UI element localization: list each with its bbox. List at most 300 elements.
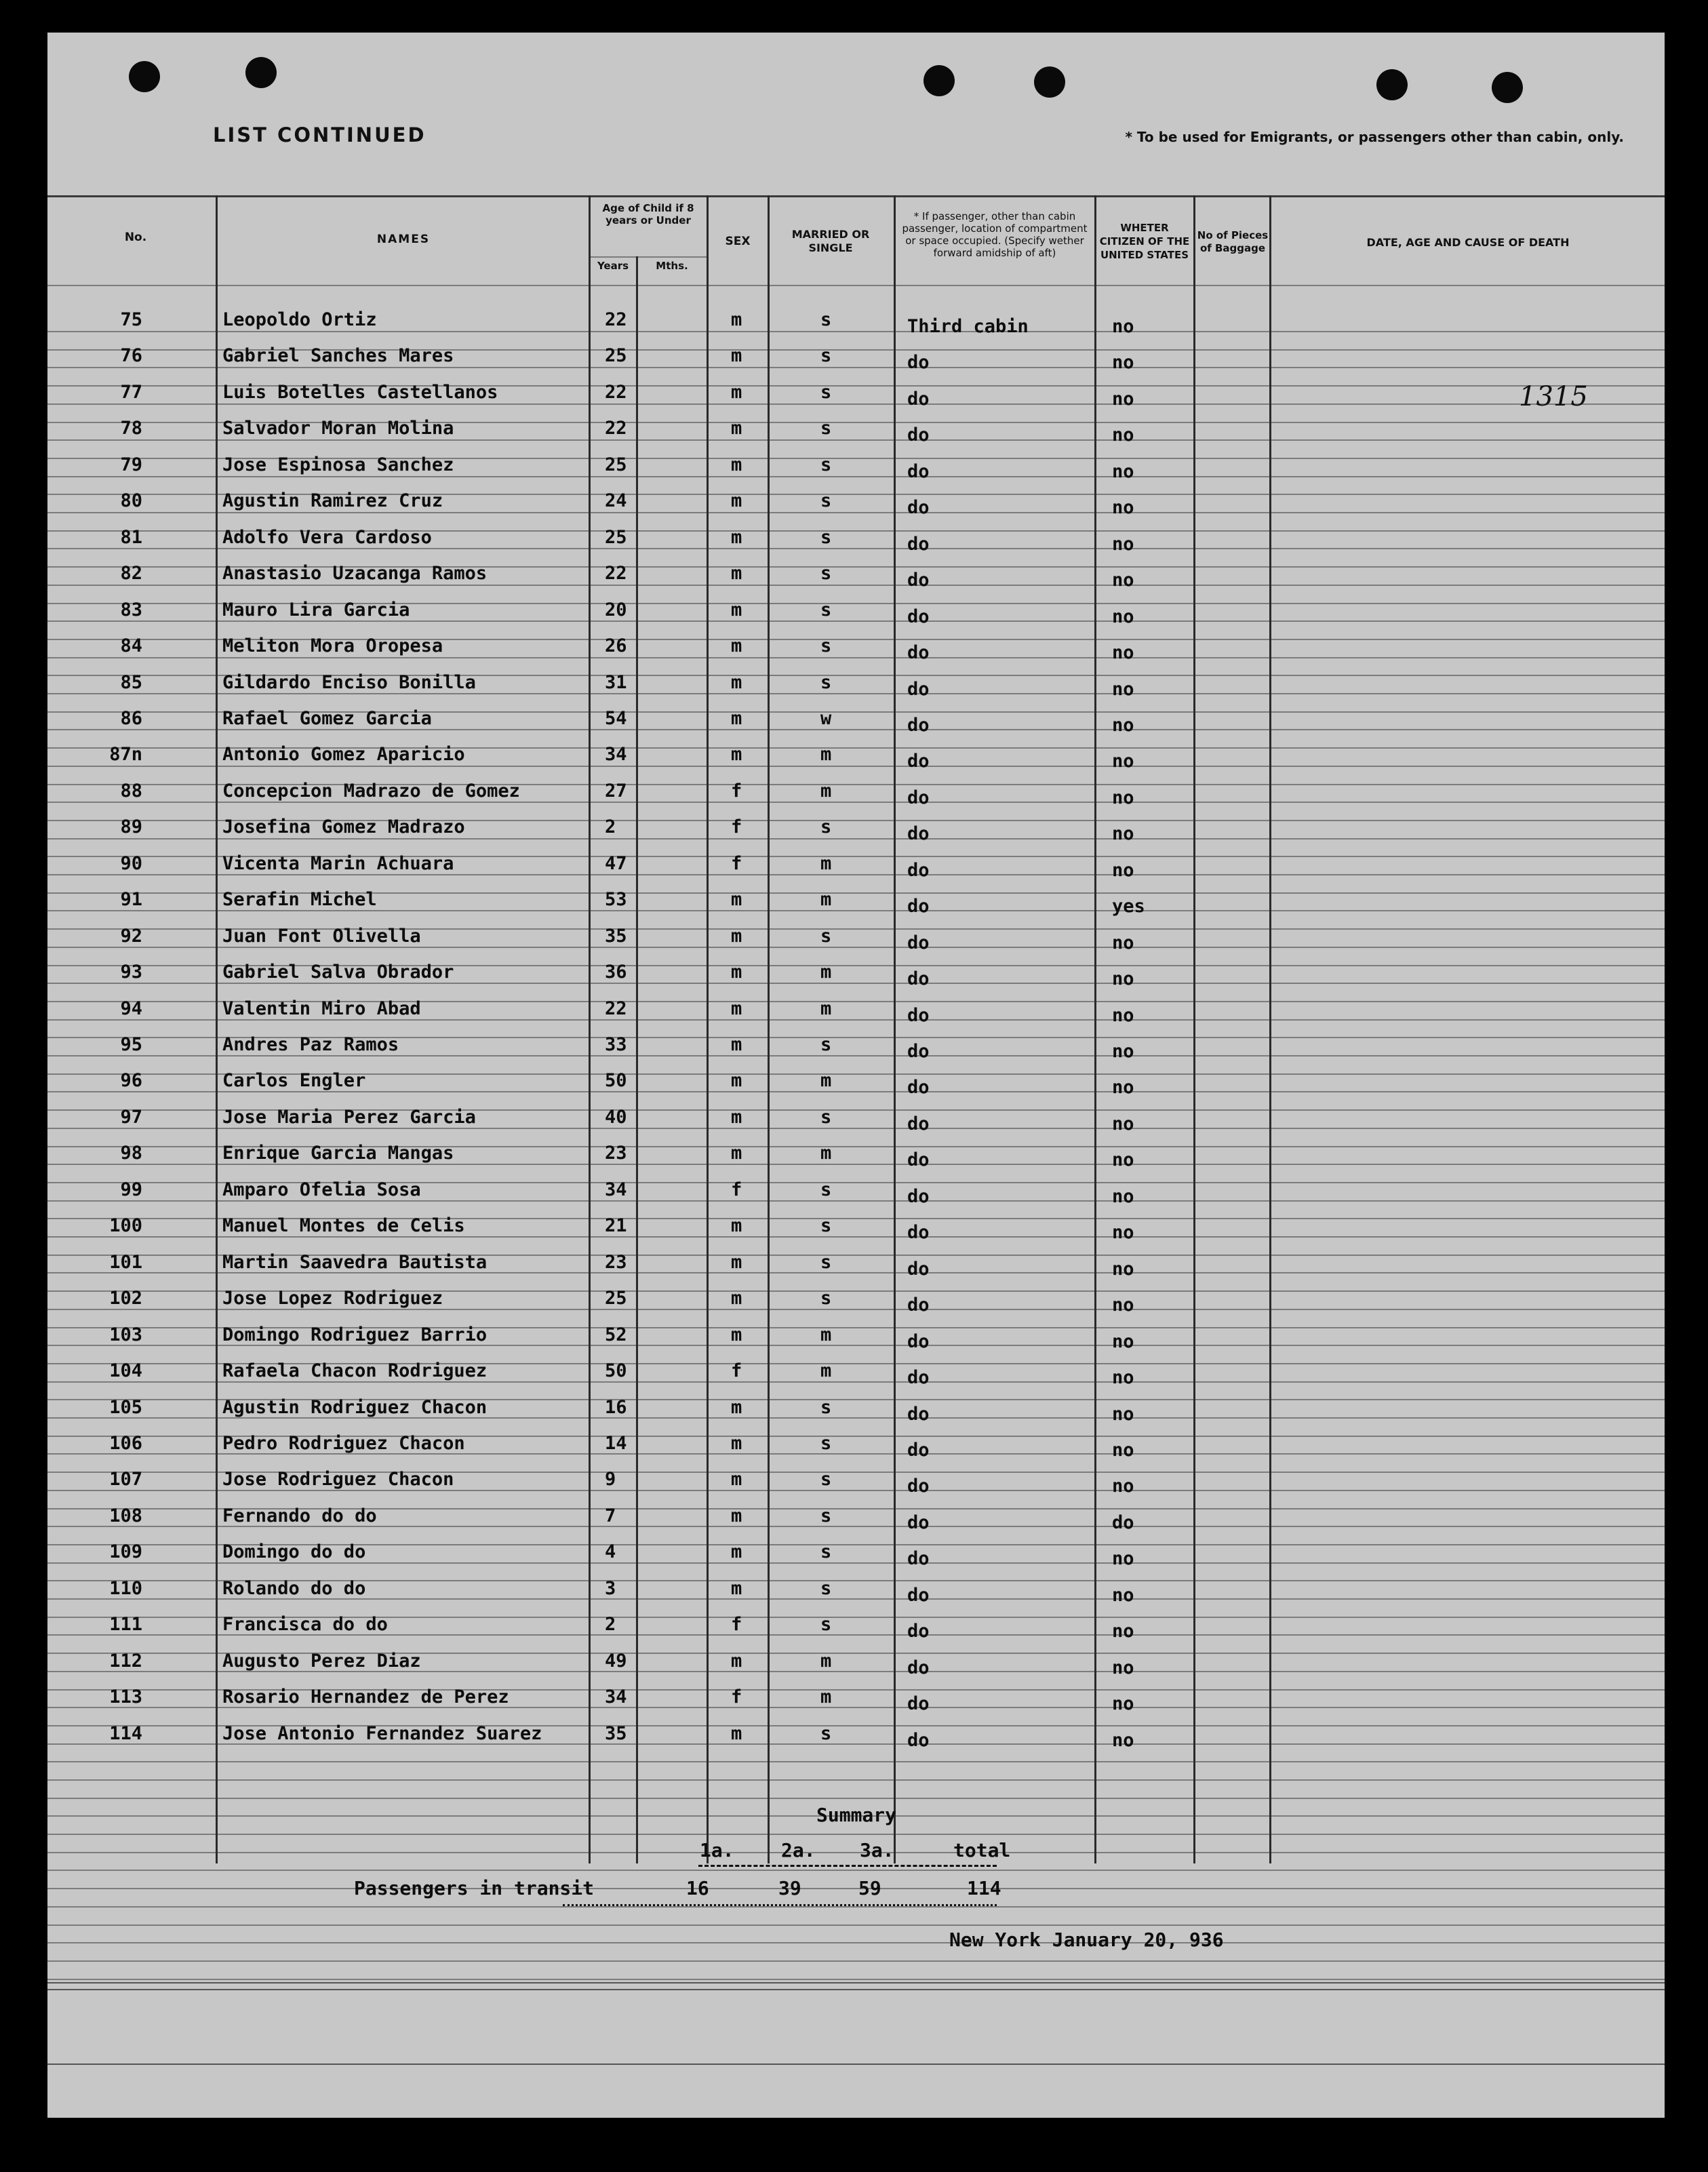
passenger-age: 22: [605, 309, 627, 330]
row-number: 85: [120, 672, 142, 693]
passenger-age: 25: [605, 454, 627, 475]
passenger-name: Rosario Hernandez de Perez: [222, 1686, 509, 1707]
passenger-citizen: no: [1112, 570, 1134, 591]
passenger-age: 7: [605, 1505, 616, 1526]
row-number: 110: [109, 1578, 142, 1599]
passenger-name: Jose Lopez Rodriguez: [222, 1288, 443, 1309]
bottom-rule: [47, 2064, 1665, 2065]
passenger-marital-status: s: [820, 1578, 832, 1599]
bottom-rule: [47, 1989, 1665, 1990]
form-rule: [47, 1091, 1665, 1092]
passenger-sex: m: [731, 1578, 742, 1599]
passenger-name: Gabriel Salva Obrador: [222, 962, 454, 983]
passenger-age: 25: [605, 1288, 627, 1309]
summary-val-3a: 59: [858, 1877, 881, 1899]
passenger-location: do: [907, 1693, 930, 1714]
summary-col-2a: 2a.: [781, 1839, 816, 1861]
passenger-citizen: no: [1112, 860, 1134, 881]
passenger-marital-status: s: [820, 1541, 832, 1562]
passenger-location: do: [907, 606, 930, 627]
summary-col-3a: 3a.: [860, 1839, 894, 1861]
header-married: MARRIED OR SINGLE: [791, 228, 870, 254]
row-number: 102: [109, 1288, 142, 1309]
passenger-name: Carlos Engler: [222, 1070, 366, 1091]
passenger-location: do: [907, 1077, 930, 1098]
summary-label: Passengers in transit: [354, 1877, 595, 1899]
passenger-sex: m: [731, 382, 742, 403]
passenger-citizen: no: [1112, 1041, 1134, 1062]
form-rule: [47, 1979, 1665, 1980]
row-number: 83: [120, 599, 142, 620]
passenger-citizen: no: [1112, 1621, 1134, 1642]
passenger-marital-status: s: [820, 1179, 832, 1200]
passenger-sex: m: [731, 1651, 742, 1672]
passenger-citizen: no: [1112, 1149, 1134, 1170]
header-citizen: WHETER CITIZEN OF THE UNITED STATES: [1099, 222, 1190, 261]
form-rule: [47, 1960, 1665, 1962]
passenger-citizen: no: [1112, 1295, 1134, 1316]
passenger-location: do: [907, 751, 930, 772]
passenger-age: 53: [605, 889, 627, 910]
passenger-age: 54: [605, 708, 627, 729]
passenger-location: do: [907, 1005, 930, 1026]
header-death: DATE, AGE AND CAUSE OF DEATH: [1366, 236, 1570, 249]
header-age: Age of Child if 8 years or Under: [602, 202, 694, 226]
form-rule: [47, 1128, 1665, 1129]
passenger-citizen: no: [1112, 1186, 1134, 1207]
passenger-citizen: no: [1112, 1367, 1134, 1388]
row-number: 103: [109, 1324, 142, 1345]
punch-hole: [923, 65, 955, 96]
passenger-location: do: [907, 424, 930, 446]
form-rule: [47, 947, 1665, 948]
passenger-sex: m: [731, 418, 742, 439]
row-number: 104: [109, 1360, 142, 1381]
passenger-name: Jose Rodriguez Chacon: [222, 1469, 454, 1490]
form-rule: [47, 1164, 1665, 1165]
passenger-marital-status: s: [820, 1469, 832, 1490]
passenger-location: do: [907, 352, 930, 373]
passenger-citizen: no: [1112, 642, 1134, 663]
row-number: 80: [120, 490, 142, 511]
passenger-age: 34: [605, 744, 627, 765]
passenger-name: Adolfo Vera Cardoso: [222, 527, 432, 548]
header-names: NAMES: [376, 233, 431, 246]
passenger-age: 34: [605, 1686, 627, 1707]
passenger-age: 9: [605, 1469, 616, 1490]
passenger-sex: f: [731, 816, 742, 837]
passenger-marital-status: s: [820, 1723, 832, 1744]
row-number: 76: [120, 345, 142, 366]
form-rule: [47, 802, 1665, 803]
passenger-age: 50: [605, 1070, 627, 1091]
passenger-sex: m: [731, 599, 742, 620]
form-rule: [47, 1761, 1665, 1762]
header-age-years: Years: [597, 260, 629, 272]
passenger-age: 23: [605, 1252, 627, 1273]
passenger-citizen: no: [1112, 823, 1134, 844]
header-age-months: Mths.: [656, 260, 688, 272]
passenger-location: do: [907, 1512, 930, 1533]
form-rule: [47, 1870, 1665, 1871]
header-no: No.: [124, 231, 147, 244]
passenger-marital-status: m: [820, 1360, 832, 1381]
passenger-name: Augusto Perez Diaz: [222, 1651, 421, 1672]
passenger-citizen: no: [1112, 1404, 1134, 1425]
row-number: 75: [120, 309, 142, 330]
passenger-name: Serafin Michel: [222, 889, 377, 910]
passenger-sex: m: [731, 889, 742, 910]
form-rule: [47, 1236, 1665, 1238]
passenger-age: 4: [605, 1541, 616, 1562]
passenger-sex: f: [731, 1360, 742, 1381]
passenger-name: Agustin Rodriguez Chacon: [222, 1397, 488, 1418]
form-rule: [47, 367, 1665, 368]
row-number: 101: [109, 1252, 142, 1273]
passenger-name: Manuel Montes de Celis: [222, 1215, 465, 1236]
punch-hole: [1034, 66, 1065, 98]
passenger-location: do: [907, 1222, 930, 1243]
row-number: 105: [109, 1397, 142, 1418]
form-rule: [47, 693, 1665, 694]
passenger-location: do: [907, 823, 930, 844]
form-rule: [47, 729, 1665, 730]
row-number: 90: [120, 853, 142, 874]
form-rule: [47, 1834, 1665, 1835]
passenger-citizen: no: [1112, 1440, 1134, 1461]
passenger-age: 14: [605, 1433, 627, 1454]
passenger-name: Concepcion Madrazo de Gomez: [222, 781, 520, 802]
column-divider: [707, 195, 709, 1863]
passenger-sex: m: [731, 563, 742, 584]
passenger-citizen: no: [1112, 1222, 1134, 1243]
summary-col-1a: 1a.: [700, 1839, 734, 1861]
header-baggage: No of Pieces of Baggage: [1197, 229, 1269, 254]
passenger-sex: m: [731, 1541, 742, 1562]
passenger-marital-status: m: [820, 1324, 832, 1345]
summary-val-1a: 16: [686, 1877, 709, 1899]
form-rule: [47, 1055, 1665, 1057]
passenger-citizen: no: [1112, 1113, 1134, 1134]
row-number: 79: [120, 454, 142, 475]
passenger-location: do: [907, 1548, 930, 1569]
passenger-name: Jose Espinosa Sanchez: [222, 454, 454, 475]
passenger-name: Amparo Ofelia Sosa: [222, 1179, 421, 1200]
passenger-marital-status: s: [820, 563, 832, 584]
form-rule: [47, 766, 1665, 767]
punch-hole: [129, 61, 160, 92]
passenger-marital-status: s: [820, 382, 832, 403]
passenger-age: 24: [605, 490, 627, 511]
row-number: 97: [120, 1107, 142, 1128]
passenger-name: Leopoldo Ortiz: [222, 309, 377, 330]
passenger-age: 36: [605, 962, 627, 983]
passenger-location: do: [907, 968, 930, 989]
row-number: 88: [120, 781, 142, 802]
form-rule: [47, 1798, 1665, 1799]
passenger-marital-status: s: [820, 490, 832, 511]
passenger-age: 22: [605, 998, 627, 1019]
punch-hole: [1492, 72, 1523, 103]
passenger-sex: m: [731, 962, 742, 983]
header-location: * If passenger, other than cabin passenger, location of compartment or space occupied. (Specify wether forward amidship of aft): [902, 210, 1088, 259]
passenger-marital-status: w: [820, 708, 832, 729]
passenger-citizen: no: [1112, 1730, 1134, 1751]
passenger-sex: f: [731, 1179, 742, 1200]
passenger-name: Gildardo Enciso Bonilla: [222, 672, 476, 693]
passenger-citizen: no: [1112, 497, 1134, 518]
passenger-age: 35: [605, 926, 627, 947]
passenger-sex: m: [731, 1070, 742, 1091]
form-rule: [47, 1888, 1665, 1889]
passenger-citizen: no: [1112, 461, 1134, 482]
passenger-location: do: [907, 896, 930, 917]
row-number: 109: [109, 1541, 142, 1562]
form-rule: [47, 874, 1665, 875]
row-number: 98: [120, 1143, 142, 1164]
passenger-age: 40: [605, 1107, 627, 1128]
form-rule: [47, 476, 1665, 477]
passenger-location: do: [907, 1259, 930, 1280]
passenger-citizen: no: [1112, 751, 1134, 772]
passenger-age: 34: [605, 1179, 627, 1200]
passenger-name: Anastasio Uzacanga Ramos: [222, 563, 488, 584]
passenger-location: do: [907, 1331, 930, 1352]
column-divider: [1269, 195, 1271, 1863]
row-number: 91: [120, 889, 142, 910]
passenger-marital-status: s: [820, 635, 832, 656]
passenger-sex: m: [731, 672, 742, 693]
passenger-citizen: no: [1112, 1548, 1134, 1569]
passenger-name: Luis Botelles Castellanos: [222, 382, 498, 403]
passenger-age: 52: [605, 1324, 627, 1345]
passenger-sex: m: [731, 635, 742, 656]
passenger-location: do: [907, 932, 930, 953]
row-number: 78: [120, 418, 142, 439]
form-rule: [47, 331, 1665, 332]
passenger-location: do: [907, 534, 930, 555]
passenger-citizen: no: [1112, 1077, 1134, 1098]
passenger-sex: f: [731, 853, 742, 874]
row-number: 99: [120, 1179, 142, 1200]
form-rule: [47, 1924, 1665, 1926]
form-rule: [47, 512, 1665, 513]
passenger-name: Rafaela Chacon Rodriguez: [222, 1360, 488, 1381]
header-note: * To be used for Emigrants, or passengers other than cabin, only.: [1125, 129, 1624, 145]
passenger-name: Jose Antonio Fernandez Suarez: [222, 1723, 542, 1744]
passenger-age: 16: [605, 1397, 627, 1418]
row-number: 86: [120, 708, 142, 729]
passenger-age: 35: [605, 1723, 627, 1744]
form-rule: [47, 403, 1665, 405]
passenger-sex: m: [731, 1723, 742, 1744]
passenger-sex: f: [731, 1614, 742, 1635]
passenger-age: 26: [605, 635, 627, 656]
passenger-marital-status: s: [820, 1288, 832, 1309]
form-rule: [47, 1942, 1665, 1943]
passenger-citizen: no: [1112, 1693, 1134, 1714]
summary-rule: [563, 1904, 997, 1906]
form-rule: [47, 983, 1665, 984]
passenger-location: do: [907, 1113, 930, 1134]
passenger-location: do: [907, 1149, 930, 1170]
passenger-marital-status: s: [820, 599, 832, 620]
passenger-citizen: no: [1112, 424, 1134, 446]
passenger-sex: m: [731, 1397, 742, 1418]
row-number: 87n: [109, 744, 142, 765]
passenger-location: do: [907, 860, 930, 881]
passenger-marital-status: m: [820, 889, 832, 910]
form-rule: [47, 1852, 1665, 1853]
passenger-marital-status: s: [820, 1433, 832, 1454]
form-rule: [47, 195, 1665, 197]
row-number: 107: [109, 1469, 142, 1490]
handwritten-annotation: 1315: [1519, 381, 1588, 412]
form-rule: [47, 910, 1665, 911]
passenger-marital-status: m: [820, 853, 832, 874]
passenger-sex: m: [731, 1143, 742, 1164]
passenger-location: do: [907, 1041, 930, 1062]
passenger-citizen: no: [1112, 316, 1134, 337]
passenger-location: do: [907, 461, 930, 482]
passenger-marital-status: s: [820, 1034, 832, 1055]
passenger-sex: m: [731, 998, 742, 1019]
passenger-citizen: no: [1112, 1476, 1134, 1497]
passenger-sex: m: [731, 708, 742, 729]
passenger-marital-status: m: [820, 781, 832, 802]
row-number: 108: [109, 1505, 142, 1526]
passenger-marital-status: s: [820, 1397, 832, 1418]
passenger-marital-status: s: [820, 1215, 832, 1236]
passenger-location: do: [907, 1440, 930, 1461]
row-number: 84: [120, 635, 142, 656]
row-number: 94: [120, 998, 142, 1019]
passenger-name: Antonio Gomez Aparicio: [222, 744, 465, 765]
passenger-sex: m: [731, 744, 742, 765]
passenger-citizen: no: [1112, 932, 1134, 953]
passenger-citizen: no: [1112, 715, 1134, 736]
passenger-name: Salvador Moran Molina: [222, 418, 454, 439]
bottom-rule: [47, 1982, 1665, 1983]
passenger-location: do: [907, 570, 930, 591]
passenger-location: do: [907, 1404, 930, 1425]
passenger-name: Domingo do do: [222, 1541, 366, 1562]
passenger-name: Francisca do do: [222, 1614, 388, 1635]
passenger-location: do: [907, 1186, 930, 1207]
row-number: 92: [120, 926, 142, 947]
header-sex: SEX: [725, 235, 751, 248]
page-title: LIST CONTINUED: [213, 123, 426, 146]
passenger-marital-status: s: [820, 309, 832, 330]
row-number: 77: [120, 382, 142, 403]
row-number: 111: [109, 1614, 142, 1635]
column-divider: [894, 195, 896, 1863]
passenger-marital-status: s: [820, 345, 832, 366]
passenger-marital-status: m: [820, 1686, 832, 1707]
form-rule: [47, 1019, 1665, 1021]
passenger-location: do: [907, 1585, 930, 1606]
passenger-name: Domingo Rodriguez Barrio: [222, 1324, 488, 1345]
passenger-citizen: no: [1112, 606, 1134, 627]
passenger-location: do: [907, 389, 930, 410]
passenger-name: Mauro Lira Garcia: [222, 599, 410, 620]
passenger-citizen: no: [1112, 1331, 1134, 1352]
row-number: 95: [120, 1034, 142, 1055]
form-rule: [47, 657, 1665, 658]
form-rule: [47, 1562, 1665, 1564]
passenger-sex: m: [731, 1469, 742, 1490]
row-number: 96: [120, 1070, 142, 1091]
passenger-marital-status: m: [820, 962, 832, 983]
passenger-citizen: no: [1112, 679, 1134, 700]
passenger-age: 27: [605, 781, 627, 802]
passenger-age: 25: [605, 345, 627, 366]
passenger-marital-status: s: [820, 454, 832, 475]
passenger-name: Valentin Miro Abad: [222, 998, 421, 1019]
summary-rule: [698, 1865, 997, 1867]
passenger-sex: m: [731, 345, 742, 366]
passenger-name: Andres Paz Ramos: [222, 1034, 399, 1055]
passenger-marital-status: s: [820, 1107, 832, 1128]
passenger-marital-status: s: [820, 672, 832, 693]
passenger-sex: m: [731, 1107, 742, 1128]
passenger-age: 33: [605, 1034, 627, 1055]
passenger-location: do: [907, 642, 930, 663]
passenger-marital-status: s: [820, 1614, 832, 1635]
row-number: 106: [109, 1433, 142, 1454]
passenger-age: 3: [605, 1578, 616, 1599]
passenger-marital-status: s: [820, 1505, 832, 1526]
summary-title: Summary: [816, 1804, 897, 1826]
passenger-location: do: [907, 1367, 930, 1388]
passenger-sex: m: [731, 1505, 742, 1526]
row-number: 100: [109, 1215, 142, 1236]
form-rule: [47, 285, 1665, 286]
row-number: 81: [120, 527, 142, 548]
summary-val-2a: 39: [778, 1877, 801, 1899]
passenger-age: 22: [605, 382, 627, 403]
passenger-sex: m: [731, 1288, 742, 1309]
form-rule: [47, 620, 1665, 622]
form-rule: [47, 1200, 1665, 1202]
passenger-location: do: [907, 1657, 930, 1678]
row-number: 113: [109, 1686, 142, 1707]
column-divider: [216, 195, 218, 1863]
row-number: 114: [109, 1723, 142, 1744]
passenger-marital-status: m: [820, 998, 832, 1019]
form-rule: [47, 1490, 1665, 1491]
passenger-location: do: [907, 497, 930, 518]
passenger-citizen: no: [1112, 968, 1134, 989]
passenger-age: 47: [605, 853, 627, 874]
passenger-name: Pedro Rodriguez Chacon: [222, 1433, 465, 1454]
passenger-sex: m: [731, 1433, 742, 1454]
passenger-name: Agustin Ramirez Cruz: [222, 490, 443, 511]
punch-hole: [1376, 69, 1408, 100]
passenger-citizen: yes: [1112, 896, 1145, 917]
passenger-citizen: no: [1112, 1657, 1134, 1678]
passenger-marital-status: s: [820, 816, 832, 837]
passenger-name: Rafael Gomez Garcia: [222, 708, 432, 729]
row-number: 82: [120, 563, 142, 584]
row-number: 93: [120, 962, 142, 983]
form-rule: [47, 1309, 1665, 1310]
passenger-sex: m: [731, 309, 742, 330]
form-rule: [47, 585, 1665, 586]
passenger-sex: m: [731, 1252, 742, 1273]
form-rule: [47, 838, 1665, 840]
passenger-age: 21: [605, 1215, 627, 1236]
